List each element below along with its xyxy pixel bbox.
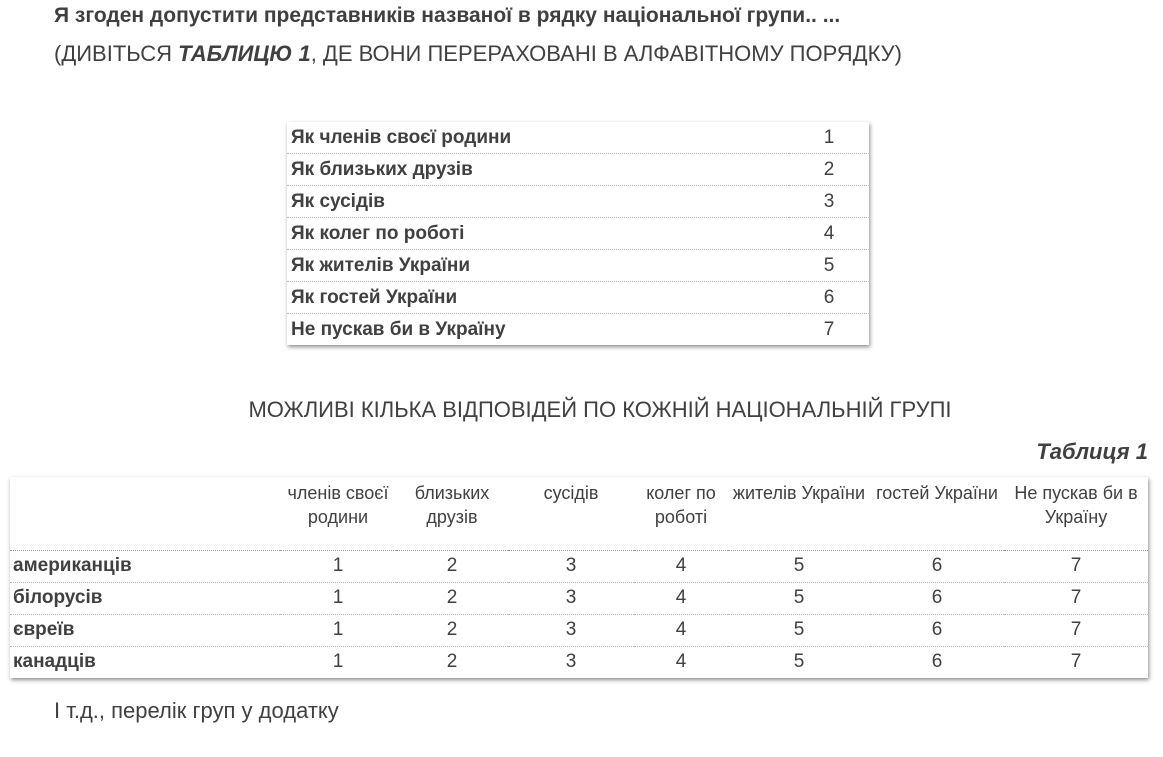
footer-note: І т.д., перелік груп у додатку (54, 698, 339, 723)
answer-code-cell[interactable]: 3 (508, 582, 634, 614)
group-column-header (10, 477, 280, 550)
multiple-answers-note: МОЖЛИВІ КІЛЬКА ВІДПОВІДЕЙ ПО КОЖНІЙ НАЦІОНАЛЬНІЙ ГРУПІ (248, 397, 952, 422)
national-groups-table (10, 477, 1148, 678)
column-header: колег по роботі (634, 477, 728, 550)
answer-code-cell[interactable]: 4 (634, 614, 728, 646)
instruction-line (54, 41, 902, 67)
instruction-table-ref: ТАБЛИЦЮ 1 (178, 41, 311, 66)
instruction-prefix: (ДИВІТЬСЯ (54, 41, 179, 66)
group-name: євреїв (10, 614, 280, 646)
scale-row (287, 122, 869, 154)
table-row (10, 550, 1148, 582)
scale-label: Як гостей України (287, 282, 789, 314)
scale-row (287, 282, 869, 314)
scale-label: Як близьких друзів (287, 154, 789, 186)
answer-code-cell[interactable]: 1 (280, 614, 396, 646)
answer-code-cell[interactable]: 5 (728, 582, 870, 614)
scale-label: Як колег по роботі (287, 218, 789, 250)
answer-code-cell[interactable]: 3 (565, 651, 577, 672)
answer-code-cell[interactable]: 3 (508, 614, 634, 646)
answer-code-cell[interactable]: 5 (728, 550, 870, 582)
answer-code-cell[interactable]: 4 (634, 550, 728, 582)
scale-label: Як членів своєї родини (287, 122, 789, 154)
column-header: членів своєї родини (280, 477, 396, 550)
scale-row (287, 186, 869, 218)
question-heading: Я згоден допустити представників названої в рядку національної групи.. ... (54, 4, 841, 27)
answer-code-cell[interactable]: 6 (870, 550, 1004, 582)
answer-code-cell[interactable]: 2 (396, 582, 508, 614)
column-header: жителів України (728, 477, 870, 550)
answer-code-cell[interactable]: 5 (728, 614, 870, 646)
table-row (10, 582, 1148, 614)
answer-code-cell[interactable]: 3 (508, 550, 634, 582)
scale-label: Як жителів України (287, 250, 789, 282)
scale-row (287, 314, 869, 346)
scale-code: 2 (789, 154, 869, 186)
scale-row (287, 218, 869, 250)
instruction-suffix: , ДЕ ВОНИ ПЕРЕРАХОВАНІ В АЛФАВІТНОМУ ПОРЯДКУ) (310, 41, 902, 66)
answer-code-cell[interactable]: 6 (870, 614, 1004, 646)
answer-code-cell[interactable]: 7 (1004, 582, 1148, 614)
scale-code: 4 (789, 218, 869, 250)
column-header: Не пускав би в Україну (1004, 477, 1148, 550)
column-header: близьких друзів (396, 477, 508, 550)
group-name: канадців (13, 651, 96, 672)
scale-row (287, 154, 869, 186)
group-name: білорусів (10, 582, 280, 614)
scale-row (287, 250, 869, 282)
answer-code-cell[interactable]: 2 (446, 651, 458, 672)
answer-code-cell[interactable]: 6 (870, 582, 1004, 614)
scale-label: Не пускав би в Україну (291, 318, 506, 340)
group-name: американців (10, 550, 280, 582)
table-header-row (10, 477, 1148, 550)
scale-label: Як сусідів (287, 186, 789, 218)
answer-code-cell[interactable]: 7 (1004, 550, 1148, 582)
scale-code: 7 (823, 318, 835, 340)
answer-code-cell[interactable]: 4 (634, 582, 728, 614)
scale-code: 1 (789, 122, 869, 154)
answer-code-cell[interactable]: 1 (280, 582, 396, 614)
table-row (10, 646, 1148, 678)
answer-code-cell[interactable]: 7 (1070, 651, 1082, 672)
answer-scale-table (287, 122, 869, 345)
scale-code: 6 (789, 282, 869, 314)
answer-code-cell[interactable]: 1 (332, 651, 344, 672)
scale-code: 5 (789, 250, 869, 282)
answer-code-cell[interactable]: 2 (396, 614, 508, 646)
column-header: гостей України (870, 477, 1004, 550)
scale-code: 3 (789, 186, 869, 218)
table-title: Таблиця 1 (1036, 439, 1148, 464)
answer-code-cell[interactable]: 2 (396, 550, 508, 582)
answer-code-cell[interactable]: 1 (280, 550, 396, 582)
answer-code-cell[interactable]: 5 (793, 651, 805, 672)
answer-code-cell[interactable]: 7 (1004, 614, 1148, 646)
answer-code-cell[interactable]: 4 (675, 651, 687, 672)
column-header: сусідів (508, 477, 634, 550)
table-row (10, 614, 1148, 646)
answer-code-cell[interactable]: 6 (931, 651, 943, 672)
